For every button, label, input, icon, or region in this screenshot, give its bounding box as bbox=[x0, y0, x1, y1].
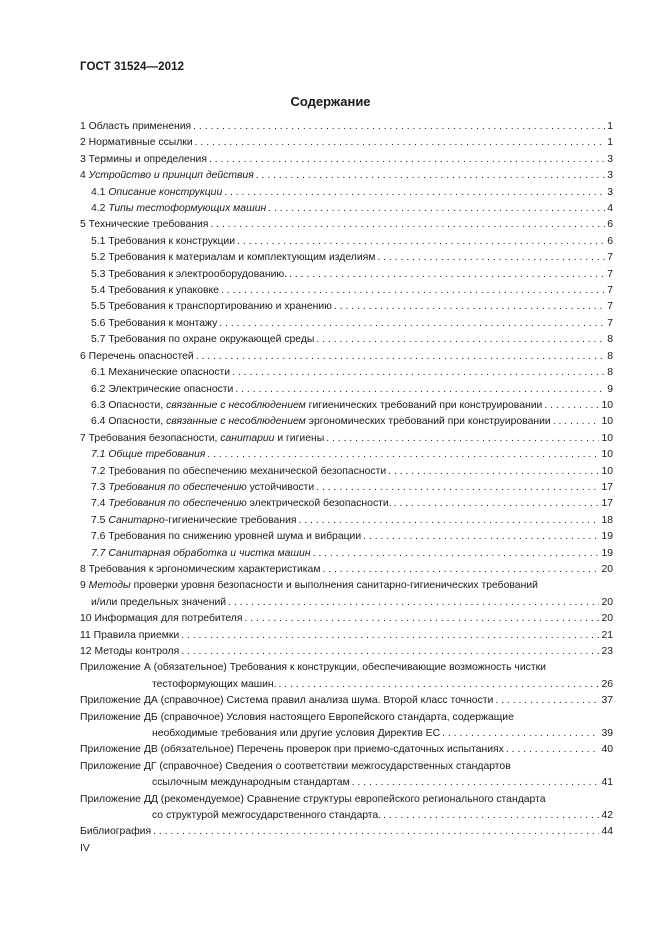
toc-entry[interactable] bbox=[80, 546, 613, 562]
toc-text-part: необходимые требования или другие условия Директив ЕС bbox=[152, 728, 441, 740]
toc-text-part: и/или предельных значений bbox=[91, 596, 227, 608]
toc-entry-page: 3 bbox=[607, 153, 613, 165]
toc-entry-label bbox=[80, 562, 320, 578]
toc-entry[interactable] bbox=[80, 250, 613, 266]
dot-leader bbox=[394, 496, 600, 512]
toc-entry-page: 8 bbox=[607, 367, 613, 379]
page-number: IV bbox=[80, 842, 90, 854]
toc-entry-label bbox=[91, 201, 266, 217]
toc-entry-label bbox=[152, 726, 440, 742]
toc-entry-page: 3 bbox=[607, 186, 613, 198]
toc-entry-label bbox=[80, 217, 208, 233]
toc-entry-label bbox=[91, 513, 297, 529]
toc-entry[interactable] bbox=[80, 332, 613, 348]
toc-entry[interactable] bbox=[80, 349, 613, 365]
dot-leader bbox=[245, 611, 600, 627]
toc-entry[interactable] bbox=[80, 316, 613, 332]
dot-leader bbox=[232, 365, 605, 381]
toc-text-part: 1 Область применения bbox=[80, 121, 192, 132]
toc-text-part: 4.1 bbox=[91, 186, 109, 198]
dot-leader bbox=[316, 480, 599, 496]
toc-text-part: 11 Правила приемки bbox=[80, 629, 180, 641]
toc-entry-label bbox=[80, 168, 254, 184]
toc-entry-label bbox=[80, 611, 243, 627]
dot-leader bbox=[322, 562, 599, 578]
toc-entry[interactable] bbox=[80, 693, 613, 709]
toc-entry-page: 40 bbox=[601, 744, 613, 756]
dot-leader bbox=[210, 217, 605, 233]
toc-text-part: Библиография bbox=[80, 826, 152, 838]
toc-entry[interactable] bbox=[80, 431, 613, 447]
toc-entry-page: 21 bbox=[601, 629, 613, 641]
toc-entry-first-line bbox=[80, 792, 613, 808]
toc-entry-label bbox=[91, 529, 361, 545]
toc-entry-page: 9 bbox=[607, 383, 613, 395]
dot-leader bbox=[388, 464, 599, 480]
toc-entry-page: 3 bbox=[607, 170, 613, 182]
toc-entry-page: 18 bbox=[601, 514, 613, 526]
toc-text-part: 5.1 Требования к конструкции bbox=[91, 235, 236, 247]
dot-leader bbox=[181, 628, 599, 644]
toc-entry-label bbox=[91, 234, 235, 250]
dot-leader bbox=[235, 382, 605, 398]
dot-leader bbox=[224, 185, 605, 201]
toc-text-part: 9 bbox=[80, 580, 89, 592]
toc-entry-label bbox=[80, 431, 324, 447]
toc-entry-label bbox=[80, 152, 207, 168]
toc-entry-page: 1 bbox=[607, 137, 613, 149]
toc-entry-label bbox=[80, 628, 179, 644]
toc-entry-page: 7 bbox=[607, 301, 613, 313]
toc-entry-page: 7 bbox=[607, 252, 613, 264]
toc-entry[interactable] bbox=[80, 267, 613, 283]
toc-text-part: 8 Требования к эргономическим характеристикам bbox=[80, 563, 321, 575]
dot-leader bbox=[256, 168, 605, 184]
toc-text-part: санитарии bbox=[220, 432, 275, 444]
toc-entry-label bbox=[80, 693, 493, 709]
toc-entry-label bbox=[91, 332, 314, 348]
toc-entry-label bbox=[80, 644, 179, 660]
toc-entry[interactable] bbox=[80, 398, 613, 414]
toc-text-part: 6.3 Опасности, bbox=[91, 399, 167, 411]
toc-entry-page: 17 bbox=[601, 498, 613, 510]
toc-text-part: 7.2 Требования по обеспечению механической безопасности bbox=[91, 465, 387, 477]
toc-entry-page: 41 bbox=[601, 777, 613, 789]
toc-entry-page: 20 bbox=[601, 563, 613, 575]
dot-leader bbox=[268, 201, 605, 217]
toc-entry-page: 7 bbox=[607, 285, 613, 297]
toc-entry-label bbox=[80, 349, 194, 365]
dot-leader bbox=[553, 414, 600, 430]
toc-entry[interactable] bbox=[80, 382, 613, 398]
toc-entry[interactable] bbox=[80, 414, 613, 430]
dot-leader bbox=[316, 332, 605, 348]
toc-entry-page: 8 bbox=[607, 334, 613, 346]
toc-entry[interactable] bbox=[80, 496, 613, 512]
toc-entry[interactable] bbox=[80, 529, 613, 545]
toc-entry[interactable] bbox=[80, 480, 613, 496]
toc-text-part: Методы bbox=[88, 580, 131, 592]
toc-entry-label bbox=[91, 267, 287, 283]
toc-text-part: 4 bbox=[80, 170, 89, 182]
toc-text-part: 7.7 Санитарная обработка и чистка машин bbox=[91, 547, 311, 559]
toc-text-part: устойчивости bbox=[246, 481, 315, 493]
toc-entry[interactable] bbox=[80, 464, 613, 480]
toc-entry-label bbox=[91, 250, 375, 266]
toc-text-part: 6.1 Механические опасности bbox=[91, 367, 231, 379]
toc-text-part: тестоформующих машин. bbox=[152, 678, 277, 690]
toc-entry-label bbox=[152, 808, 381, 824]
dot-leader bbox=[299, 513, 600, 529]
toc-text-part: 5 Технические требования bbox=[80, 219, 209, 231]
dot-leader bbox=[313, 546, 600, 562]
toc-entry-label bbox=[152, 775, 350, 791]
toc-entry-label bbox=[91, 546, 311, 562]
toc-text-part: 7.1 Общие требования bbox=[91, 449, 206, 461]
toc-entry-page: 10 bbox=[601, 449, 613, 461]
toc-entry-label bbox=[80, 742, 504, 758]
dot-leader bbox=[289, 267, 605, 283]
toc-entry-label bbox=[91, 447, 205, 463]
dot-leader bbox=[209, 152, 605, 168]
toc-text-part: Требования по обеспечению bbox=[108, 481, 247, 493]
toc-entry[interactable] bbox=[80, 201, 613, 217]
dot-leader bbox=[495, 693, 599, 709]
toc-entry-page: 17 bbox=[601, 481, 613, 493]
dot-leader bbox=[279, 677, 600, 693]
dot-leader bbox=[196, 349, 606, 365]
toc-entry-label bbox=[80, 135, 193, 151]
toc-text-part: эргономических требований при конструировании bbox=[305, 416, 551, 428]
document-code: ГОСТ 31524—2012 bbox=[80, 61, 185, 73]
dot-leader bbox=[352, 775, 600, 791]
toc-entry[interactable] bbox=[80, 447, 613, 463]
toc-text-part: 7 Требования безопасности, bbox=[80, 432, 221, 444]
toc-entry-label bbox=[91, 414, 551, 430]
toc-entry[interactable] bbox=[80, 742, 613, 758]
toc-entry-page: 4 bbox=[607, 203, 613, 215]
toc-entry-page: 26 bbox=[601, 678, 613, 690]
toc-text-part: 5.5 Требования к транспортированию и хранению bbox=[91, 301, 332, 313]
toc-entry-label bbox=[91, 316, 217, 332]
toc-text-part: электрической безопасности. bbox=[246, 498, 392, 510]
toc-text-part: 7.4 bbox=[91, 498, 109, 510]
dot-leader bbox=[193, 119, 605, 135]
toc-entry-label bbox=[91, 480, 314, 496]
toc-text-part: 6.2 Электрические опасности bbox=[91, 383, 234, 395]
dot-leader bbox=[228, 595, 599, 611]
toc-text-part: 5.6 Требования к монтажу bbox=[91, 317, 218, 329]
toc-entry-page: 10 bbox=[601, 399, 613, 411]
toc-text-part: 6 Перечень опасностей bbox=[80, 350, 194, 362]
toc-text-part: Описание конструкции bbox=[108, 186, 223, 198]
toc-entry-label bbox=[91, 382, 233, 398]
toc-entry-page: 7 bbox=[607, 268, 613, 280]
toc-entry[interactable] bbox=[80, 611, 613, 627]
toc-entry-page: 20 bbox=[601, 596, 613, 608]
toc-text-part: 5.7 Требования по охране окружающей среды bbox=[91, 334, 315, 346]
toc-entry-label bbox=[152, 677, 277, 693]
toc-text-part: Приложение А (обязательное) Требования к конструкции, обеспечивающие возможность чистки bbox=[80, 662, 546, 674]
toc-text-part: Приложение ДВ (обязательное) Перечень проверок при приемо-сдаточных испытаниях bbox=[80, 744, 504, 756]
toc-entry[interactable] bbox=[80, 578, 613, 611]
toc-text-part: Приложение ДГ (справочное) Сведения о соответствии межгосударственных стандартов bbox=[80, 760, 511, 772]
toc-entry-label bbox=[91, 595, 226, 611]
page-title: Содержание bbox=[290, 94, 371, 109]
dot-leader bbox=[544, 398, 599, 414]
toc-entry-page: 37 bbox=[601, 695, 613, 707]
toc-entry[interactable] bbox=[80, 119, 613, 135]
toc-entry-first-line bbox=[80, 660, 613, 676]
toc-entry[interactable] bbox=[80, 168, 613, 184]
toc-text-part: 5.4 Требования к упаковке bbox=[91, 285, 219, 297]
toc-entry-first-line bbox=[80, 710, 613, 726]
dot-leader bbox=[219, 316, 605, 332]
toc-entry-label bbox=[91, 464, 386, 480]
dot-leader bbox=[207, 447, 599, 463]
dot-leader bbox=[377, 250, 605, 266]
dot-leader bbox=[195, 135, 606, 151]
toc-entry-page: 19 bbox=[601, 547, 613, 559]
toc-text-part: Устройство и принцип действия bbox=[88, 170, 254, 182]
toc-entry[interactable] bbox=[80, 299, 613, 315]
toc-entry[interactable] bbox=[80, 234, 613, 250]
toc-text-part: 4.2 bbox=[91, 203, 109, 215]
toc-entry[interactable] bbox=[80, 644, 613, 660]
toc-text-part: 7.5 bbox=[91, 514, 109, 526]
toc-entry-page: 23 bbox=[601, 646, 613, 657]
toc-entry-page: 10 bbox=[601, 416, 613, 428]
toc-text-part: со структурой межгосударственного стандарта. bbox=[152, 810, 382, 822]
toc-text-part: Приложение ДА (справочное) Система правил анализа шума. Второй класс точности bbox=[80, 695, 494, 707]
toc-text-part: Требования по обеспечению bbox=[108, 498, 247, 510]
toc-entry-page: 7 bbox=[607, 317, 613, 329]
dot-leader bbox=[363, 529, 599, 545]
toc-entry[interactable] bbox=[80, 824, 613, 840]
dot-leader bbox=[326, 431, 599, 447]
toc-entry[interactable] bbox=[80, 283, 613, 299]
toc-entry[interactable] bbox=[80, 217, 613, 233]
toc-text-part: Типы тестоформующих машин bbox=[108, 203, 267, 215]
dot-leader bbox=[442, 726, 599, 742]
toc-entry[interactable] bbox=[80, 513, 613, 529]
toc-text-part: Приложение ДБ (справочное) Условия настоящего Европейского стандарта, содержащие bbox=[80, 711, 514, 723]
toc-text-part: 12 Методы контроля bbox=[80, 646, 180, 657]
toc-text-part: гигиенических требований при конструировании bbox=[305, 399, 543, 411]
toc-entry[interactable] bbox=[80, 135, 613, 151]
toc-entry[interactable] bbox=[80, 628, 613, 644]
toc-entry-label bbox=[91, 496, 392, 512]
toc-entry[interactable] bbox=[80, 759, 613, 792]
toc-text-part: Санитарно bbox=[108, 514, 165, 526]
toc-entry-page: 20 bbox=[601, 613, 613, 625]
toc-text-part: Приложение ДД (рекомендуемое) Сравнение структуры европейского регионального стандарта bbox=[80, 793, 546, 805]
dot-leader bbox=[237, 234, 605, 250]
toc-entry-first-line bbox=[80, 759, 613, 775]
toc-text-part: связанные с несоблюдением bbox=[166, 399, 306, 411]
toc-entry-label bbox=[80, 119, 191, 135]
toc-text-part: и гигиены bbox=[274, 432, 325, 444]
toc-entry-label bbox=[91, 283, 219, 299]
toc-entry-page: 44 bbox=[601, 826, 613, 838]
toc-entry-first-line bbox=[80, 578, 613, 594]
toc-entry[interactable] bbox=[80, 562, 613, 578]
dot-leader bbox=[334, 299, 605, 315]
toc-entry[interactable] bbox=[80, 365, 613, 381]
toc-entry-page: 42 bbox=[601, 810, 613, 822]
toc-entry-page: 10 bbox=[601, 432, 613, 444]
toc-text-part: 6.4 Опасности, bbox=[91, 416, 167, 428]
toc-entry[interactable] bbox=[80, 792, 613, 825]
toc-entry-page: 6 bbox=[607, 235, 613, 247]
toc-text-part: 2 Нормативные ссылки bbox=[80, 137, 193, 149]
toc-entry-label bbox=[91, 365, 230, 381]
dot-leader bbox=[383, 808, 599, 824]
toc-entry-page: 1 bbox=[607, 121, 613, 132]
dot-leader bbox=[221, 283, 605, 299]
table-of-contents bbox=[80, 119, 613, 841]
toc-text-part: 5.2 Требования к материалам и комплектующим изделиям bbox=[91, 252, 376, 264]
toc-text-part: 7.6 Требования по снижению уровней шума и вибрации bbox=[91, 531, 362, 543]
toc-text-part: -гигиенические требования bbox=[164, 514, 297, 526]
dot-leader bbox=[506, 742, 600, 758]
toc-text-part: 10 Информация для потребителя bbox=[80, 613, 243, 625]
toc-text-part: ссылочным международным стандартам bbox=[152, 777, 350, 789]
dot-leader bbox=[181, 644, 599, 660]
toc-entry-page: 19 bbox=[601, 531, 613, 543]
toc-entry-label bbox=[91, 299, 332, 315]
toc-entry-page: 8 bbox=[607, 350, 613, 362]
toc-text-part: 3 Термины и определения bbox=[80, 153, 207, 165]
toc-text-part: 5.3 Требования к электрооборудованию. bbox=[91, 268, 288, 280]
toc-entry-label bbox=[80, 824, 151, 840]
toc-entry[interactable] bbox=[80, 185, 613, 201]
toc-text-part: 7.3 bbox=[91, 481, 109, 493]
toc-entry-page: 10 bbox=[601, 465, 613, 477]
toc-entry-label bbox=[91, 185, 222, 201]
dot-leader bbox=[153, 824, 599, 840]
toc-entry[interactable] bbox=[80, 660, 613, 693]
toc-text-part: связанные с несоблюдением bbox=[166, 416, 306, 428]
toc-entry[interactable] bbox=[80, 152, 613, 168]
toc-entry-page: 39 bbox=[601, 728, 613, 740]
toc-entry[interactable] bbox=[80, 710, 613, 743]
toc-entry-label bbox=[91, 398, 542, 414]
toc-text-part: проверки уровня безопасности и выполнения санитарно-гигиенических требований bbox=[130, 580, 538, 592]
toc-entry-page: 6 bbox=[607, 219, 613, 231]
